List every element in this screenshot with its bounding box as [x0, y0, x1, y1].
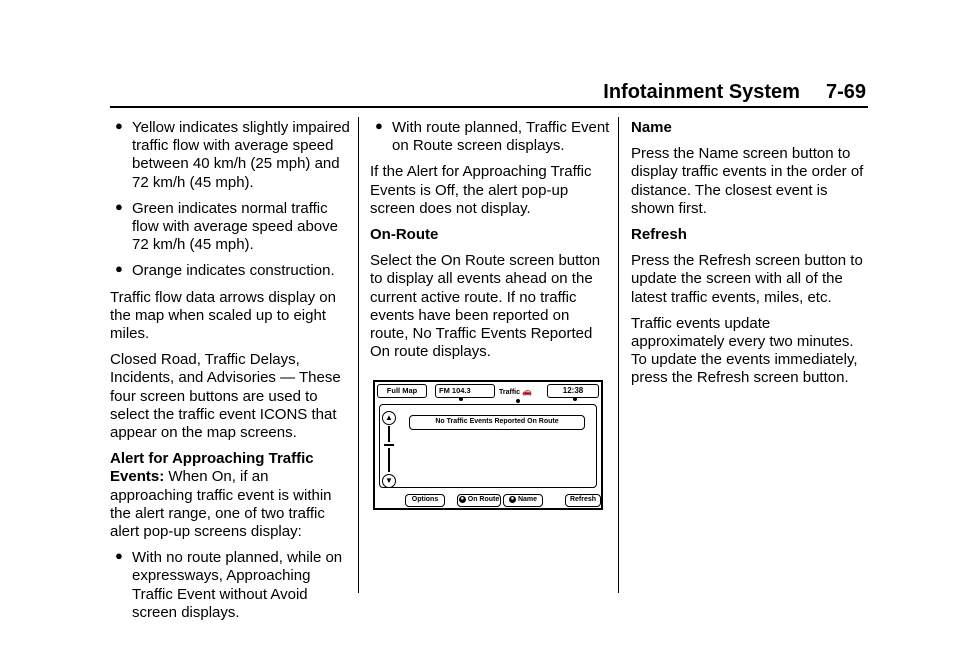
list-item: ● Green indicates normal traffic flow with average speed above 72 km/h (45 mph).: [115, 198, 338, 254]
page-number: 7-69: [825, 81, 866, 103]
options-button: Options: [405, 494, 445, 507]
subheading: Name: [631, 119, 672, 136]
zoom-out-icon: ▼: [382, 474, 396, 488]
zoom-scale-top: [388, 426, 390, 442]
list-item: ● Yellow indicates slightly impaired traffic flow with average speed between 40 km/h (25 mph) and 72 km/h (45 mph).: [115, 118, 350, 191]
bullet-icon: ●: [115, 198, 123, 214]
paragraph: Alert for Approaching Traffic Events: When On, if an approaching traffic event is within the alert range, one of two traffic alert pop-up screens display:: [110, 450, 332, 541]
bullet-icon: ●: [115, 118, 123, 133]
indicator-dot: [459, 397, 463, 401]
paragraph: Press the Refresh screen button to update the screen with all of the latest traffic events, miles, etc.: [631, 252, 863, 306]
refresh-button: Refresh: [565, 494, 601, 507]
subheading: Refresh: [631, 226, 687, 244]
paragraph: Select the On Route screen button to display all events ahead on the current active route. If no traffic events have been reported on route, No Traffic Events Reported On route displays.: [370, 252, 601, 361]
on-route-button: ● On Route: [457, 494, 501, 507]
column-2: [370, 119, 610, 369]
subheading: On-Route: [370, 226, 439, 244]
list-item: ● With no route planned, while on expressways, Approaching Traffic Event without Avoid screen displays.: [115, 548, 343, 621]
page-header: [110, 81, 866, 103]
paragraph: Traffic events update approximately every two minutes. To update the events immediately, press the Refresh screen button.: [631, 314, 858, 387]
full-map-button: Full Map: [377, 384, 427, 398]
list-item: ● With route planned, Traffic Event on Route screen displays.: [375, 118, 610, 155]
bullet-icon: ●: [115, 548, 123, 564]
zoom-in-icon: ▲: [382, 411, 396, 425]
indicator-dot: [573, 397, 577, 401]
paragraph: If the Alert for Approaching Traffic Events is Off, the alert pop-up screen does not display.: [370, 163, 592, 217]
column-divider-2: [618, 117, 619, 593]
column-divider-1: [358, 117, 359, 593]
paragraph: Press the Name screen button to display traffic events in the order of distance. The closest event is shown first.: [631, 145, 864, 217]
alert-lead: Alert for Approaching Traffic Events:: [110, 450, 314, 486]
no-events-message: No Traffic Events Reported On Route: [409, 415, 585, 430]
navigation-screen-illustration: [373, 380, 603, 510]
paragraph: Traffic flow data arrows display on the map when scaled up to eight miles.: [110, 288, 336, 343]
indicator-dot: [516, 399, 520, 403]
zoom-scale-mark: [384, 444, 394, 446]
column-3: [631, 119, 866, 396]
list-item: ● Orange indicates construction.: [115, 261, 335, 280]
traffic-label: Traffic 🚗: [499, 387, 532, 396]
section-title: Infotainment System: [603, 81, 800, 103]
bullet-icon: ●: [115, 261, 123, 277]
column-1: [110, 119, 355, 630]
zoom-scale-bottom: [388, 448, 390, 472]
fm-button: FM 104.3: [435, 384, 495, 398]
paragraph: Closed Road, Traffic Delays, Incidents, and Advisories — These four screen buttons are used to select the traffic event ICONS that appear on the map screens.: [110, 351, 341, 442]
name-button: ● Name: [503, 494, 543, 507]
bullet-icon: ●: [375, 118, 383, 133]
car-icon: 🚗: [521, 387, 532, 396]
header-rule: [110, 106, 868, 108]
clock: 12:38: [547, 384, 599, 398]
